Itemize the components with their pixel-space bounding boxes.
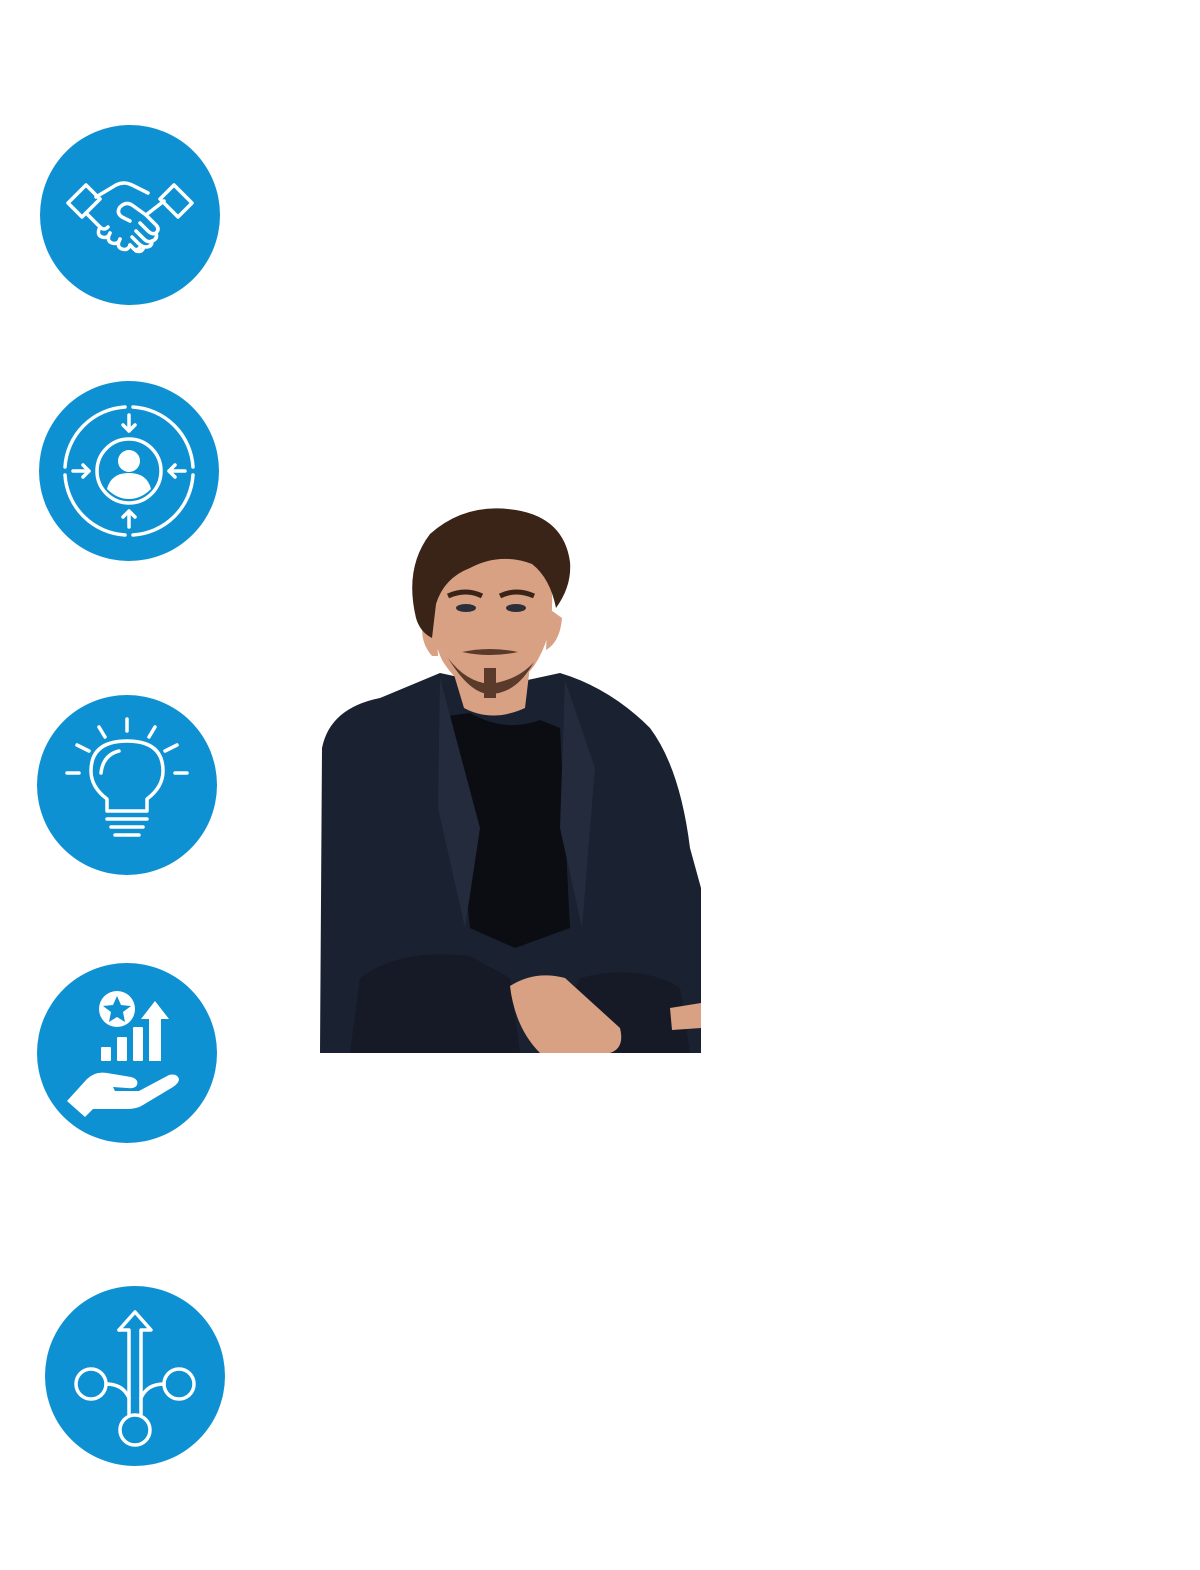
branching-arrows-icon [45,1286,225,1466]
user-target-cycle-icon [39,381,219,561]
handshake-icon [40,125,220,305]
portrait-photo [320,508,701,1053]
lightbulb-idea-icon [37,695,217,875]
hand-growth-chart-icon [37,963,217,1143]
